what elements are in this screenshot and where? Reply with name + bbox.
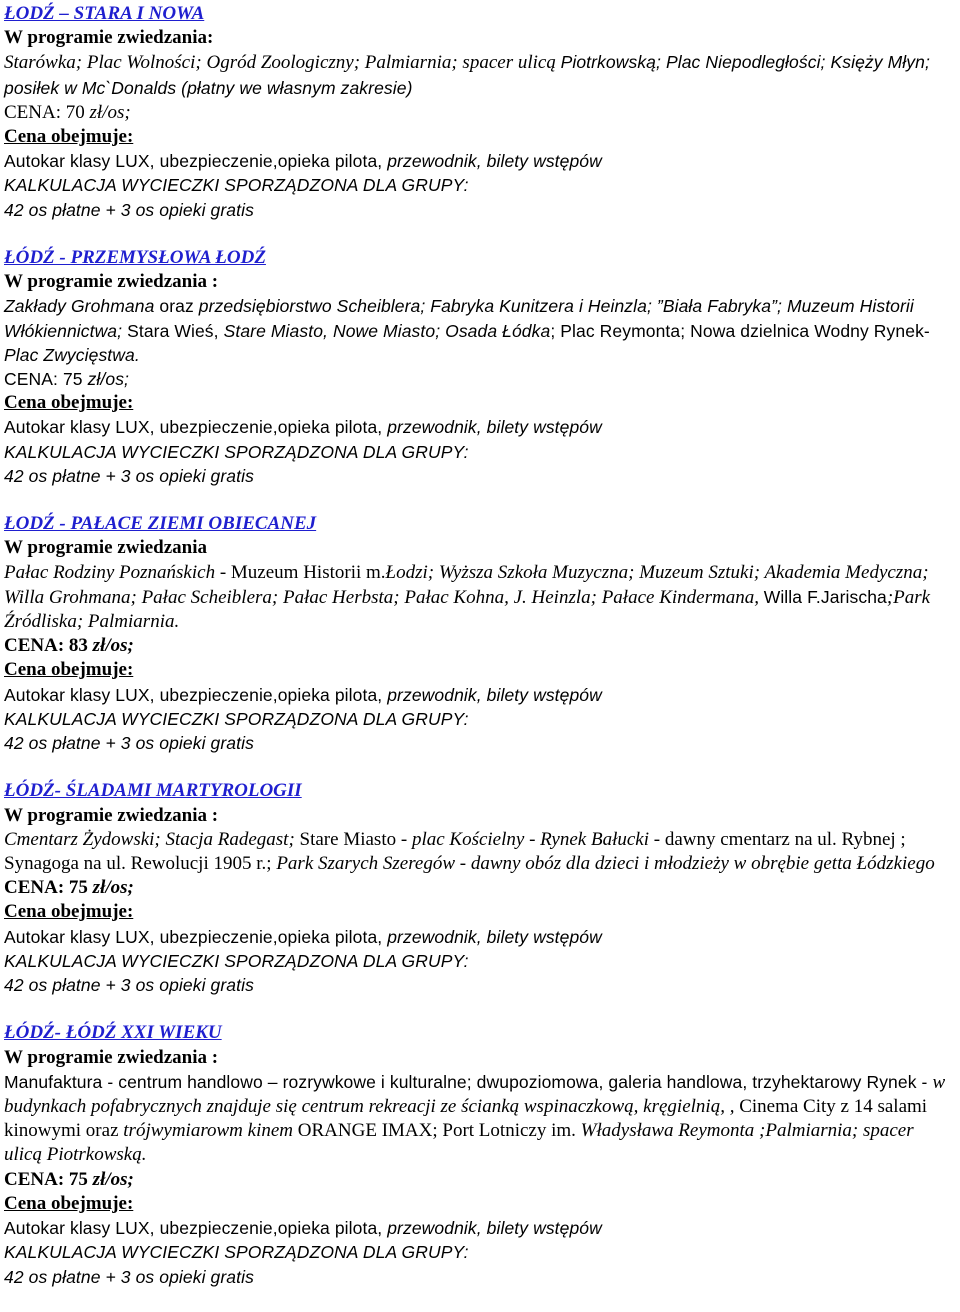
group-info: 42 os płatne + 3 os opieki gratis	[4, 199, 254, 220]
program-text: Pałac Rodziny Poznańskich - Muzeum Historii m.Łodzi; Wyższa Szkoła Muzyczna; Muzeum Sztuki; Akademia Medyczna; Willa Grohmana; Pałac Scheiblera; Pałac Herbsta; Pałac Kohna, J. Heinzla; Pałace Kindermana, Willa F.Jarischa;Park Źródliska; Palmiarnia.	[4, 561, 931, 633]
tour-section	[4, 779, 956, 997]
price-line: CENA: 70 zł/os;	[4, 101, 131, 123]
price-line: CENA: 75 zł/os;	[4, 1168, 134, 1190]
calc-label: KALKULACJA WYCIECZKI SPORZĄDZONA DLA GRUPY:	[4, 950, 469, 971]
program-label: W programie zwiedzania :	[4, 271, 219, 293]
program-text: Zakłady Grohmana oraz przedsiębiorstwo Scheiblera; Fabryka Kunitzera i Heinzla; ”Biała Fabryka”; Muzeum Historii Włókiennictwa; Stara Wieś, Stare Miasto, Nowe Miasto; Osada Łódka; Plac Reymonta; Nowa dzielnica Wodny Rynek-Plac Zwycięstwa.	[4, 296, 930, 365]
program-label: W programie zwiedzania:	[4, 27, 214, 49]
group-info: 42 os płatne + 3 os opieki gratis	[4, 465, 254, 486]
includes-text: Autokar klasy LUX, ubezpieczenie,opieka pilota, przewodnik, bilety wstępów	[4, 926, 602, 947]
tour-section	[4, 1021, 956, 1288]
program-text: Manufaktura - centrum handlowo – rozrywkowe i kulturalne; dwupoziomowa, galeria handlowa, trzyhektarowy Rynek - w budynkach pofabrycznych znajduje się centrum rekreacji ze ścianką wspinaczkową, kręgielnią, , Cinema City z 14 salami kinowymi oraz trójwymiarowm kinem ORANGE IMAX; Port Lotniczy im. Władysława Reymonta ;Palmiarnia; spacer ulicą Piotrkowską.	[4, 1071, 946, 1166]
includes-label: Cena obejmuje:	[4, 659, 134, 681]
group-info: 42 os płatne + 3 os opieki gratis	[4, 1266, 254, 1287]
tour-title: ŁODŹ - PAŁACE ZIEMI OBIECANEJ	[4, 513, 317, 535]
includes-label: Cena obejmuje:	[4, 126, 134, 148]
program-label: W programie zwiedzania :	[4, 804, 219, 826]
tour-title: ŁÓDŹ- ŁÓDŹ XXI WIEKU	[4, 1022, 222, 1044]
program-text: Cmentarz Żydowski; Stacja Radegast; Stare Miasto - plac Kościelny - Rynek Bałucki - dawny cmentarz na ul. Rybnej ; Synagoga na ul. Rewolucji 1905 r.; Park Szarych Szeregów - dawny obóz dla dzieci i młodzieży w obrębie getta Łódzkiego	[4, 828, 935, 875]
tour-section	[4, 512, 956, 755]
calc-label: KALKULACJA WYCIECZKI SPORZĄDZONA DLA GRUPY:	[4, 441, 469, 462]
group-info: 42 os płatne + 3 os opieki gratis	[4, 733, 254, 754]
includes-text: Autokar klasy LUX, ubezpieczenie,opieka pilota, przewodnik, bilety wstępów	[4, 1218, 602, 1239]
calc-label: KALKULACJA WYCIECZKI SPORZĄDZONA DLA GRUPY:	[4, 1242, 469, 1263]
group-info: 42 os płatne + 3 os opieki gratis	[4, 975, 254, 996]
tour-title: ŁÓDŹ - PRZEMYSŁOWA ŁODŹ	[4, 247, 266, 269]
calc-label: KALKULACJA WYCIECZKI SPORZĄDZONA DLA GRUPY:	[4, 175, 469, 196]
price-line: CENA: 75 zł/os;	[4, 877, 134, 899]
tour-title: ŁODŹ – STARA I NOWA	[4, 3, 205, 24]
tour-title: ŁÓDŹ- ŚLADAMI MARTYROLOGII	[4, 780, 302, 802]
calc-label: KALKULACJA WYCIECZKI SPORZĄDZONA DLA GRUPY:	[4, 708, 469, 729]
program-text: Starówka; Plac Wolności; Ogród Zoologiczny; Palmiarnia; spacer ulicą Piotrkowską; Plac Niepodległości; Księży Młyn; posiłek w Mc`Donalds (płatny we własnym zakresie)	[4, 52, 930, 98]
includes-label: Cena obejmuje:	[4, 392, 134, 414]
program-label: W programie zwiedzania	[4, 537, 207, 559]
includes-label: Cena obejmuje:	[4, 1192, 134, 1214]
includes-text: Autokar klasy LUX, ubezpieczenie,opieka pilota, przewodnik, bilety wstępów	[4, 684, 602, 705]
program-label: W programie zwiedzania :	[4, 1046, 219, 1068]
price-line: CENA: 83 zł/os;	[4, 635, 134, 657]
includes-label: Cena obejmuje:	[4, 901, 134, 923]
tour-section	[4, 246, 956, 488]
includes-text: Autokar klasy LUX, ubezpieczenie,opieka pilota, przewodnik, bilety wstępów	[4, 151, 602, 172]
includes-text: Autokar klasy LUX, ubezpieczenie,opieka pilota, przewodnik, bilety wstępów	[4, 417, 602, 438]
price-line: CENA: 75 zł/os;	[4, 369, 130, 390]
tour-section	[4, 2, 956, 222]
